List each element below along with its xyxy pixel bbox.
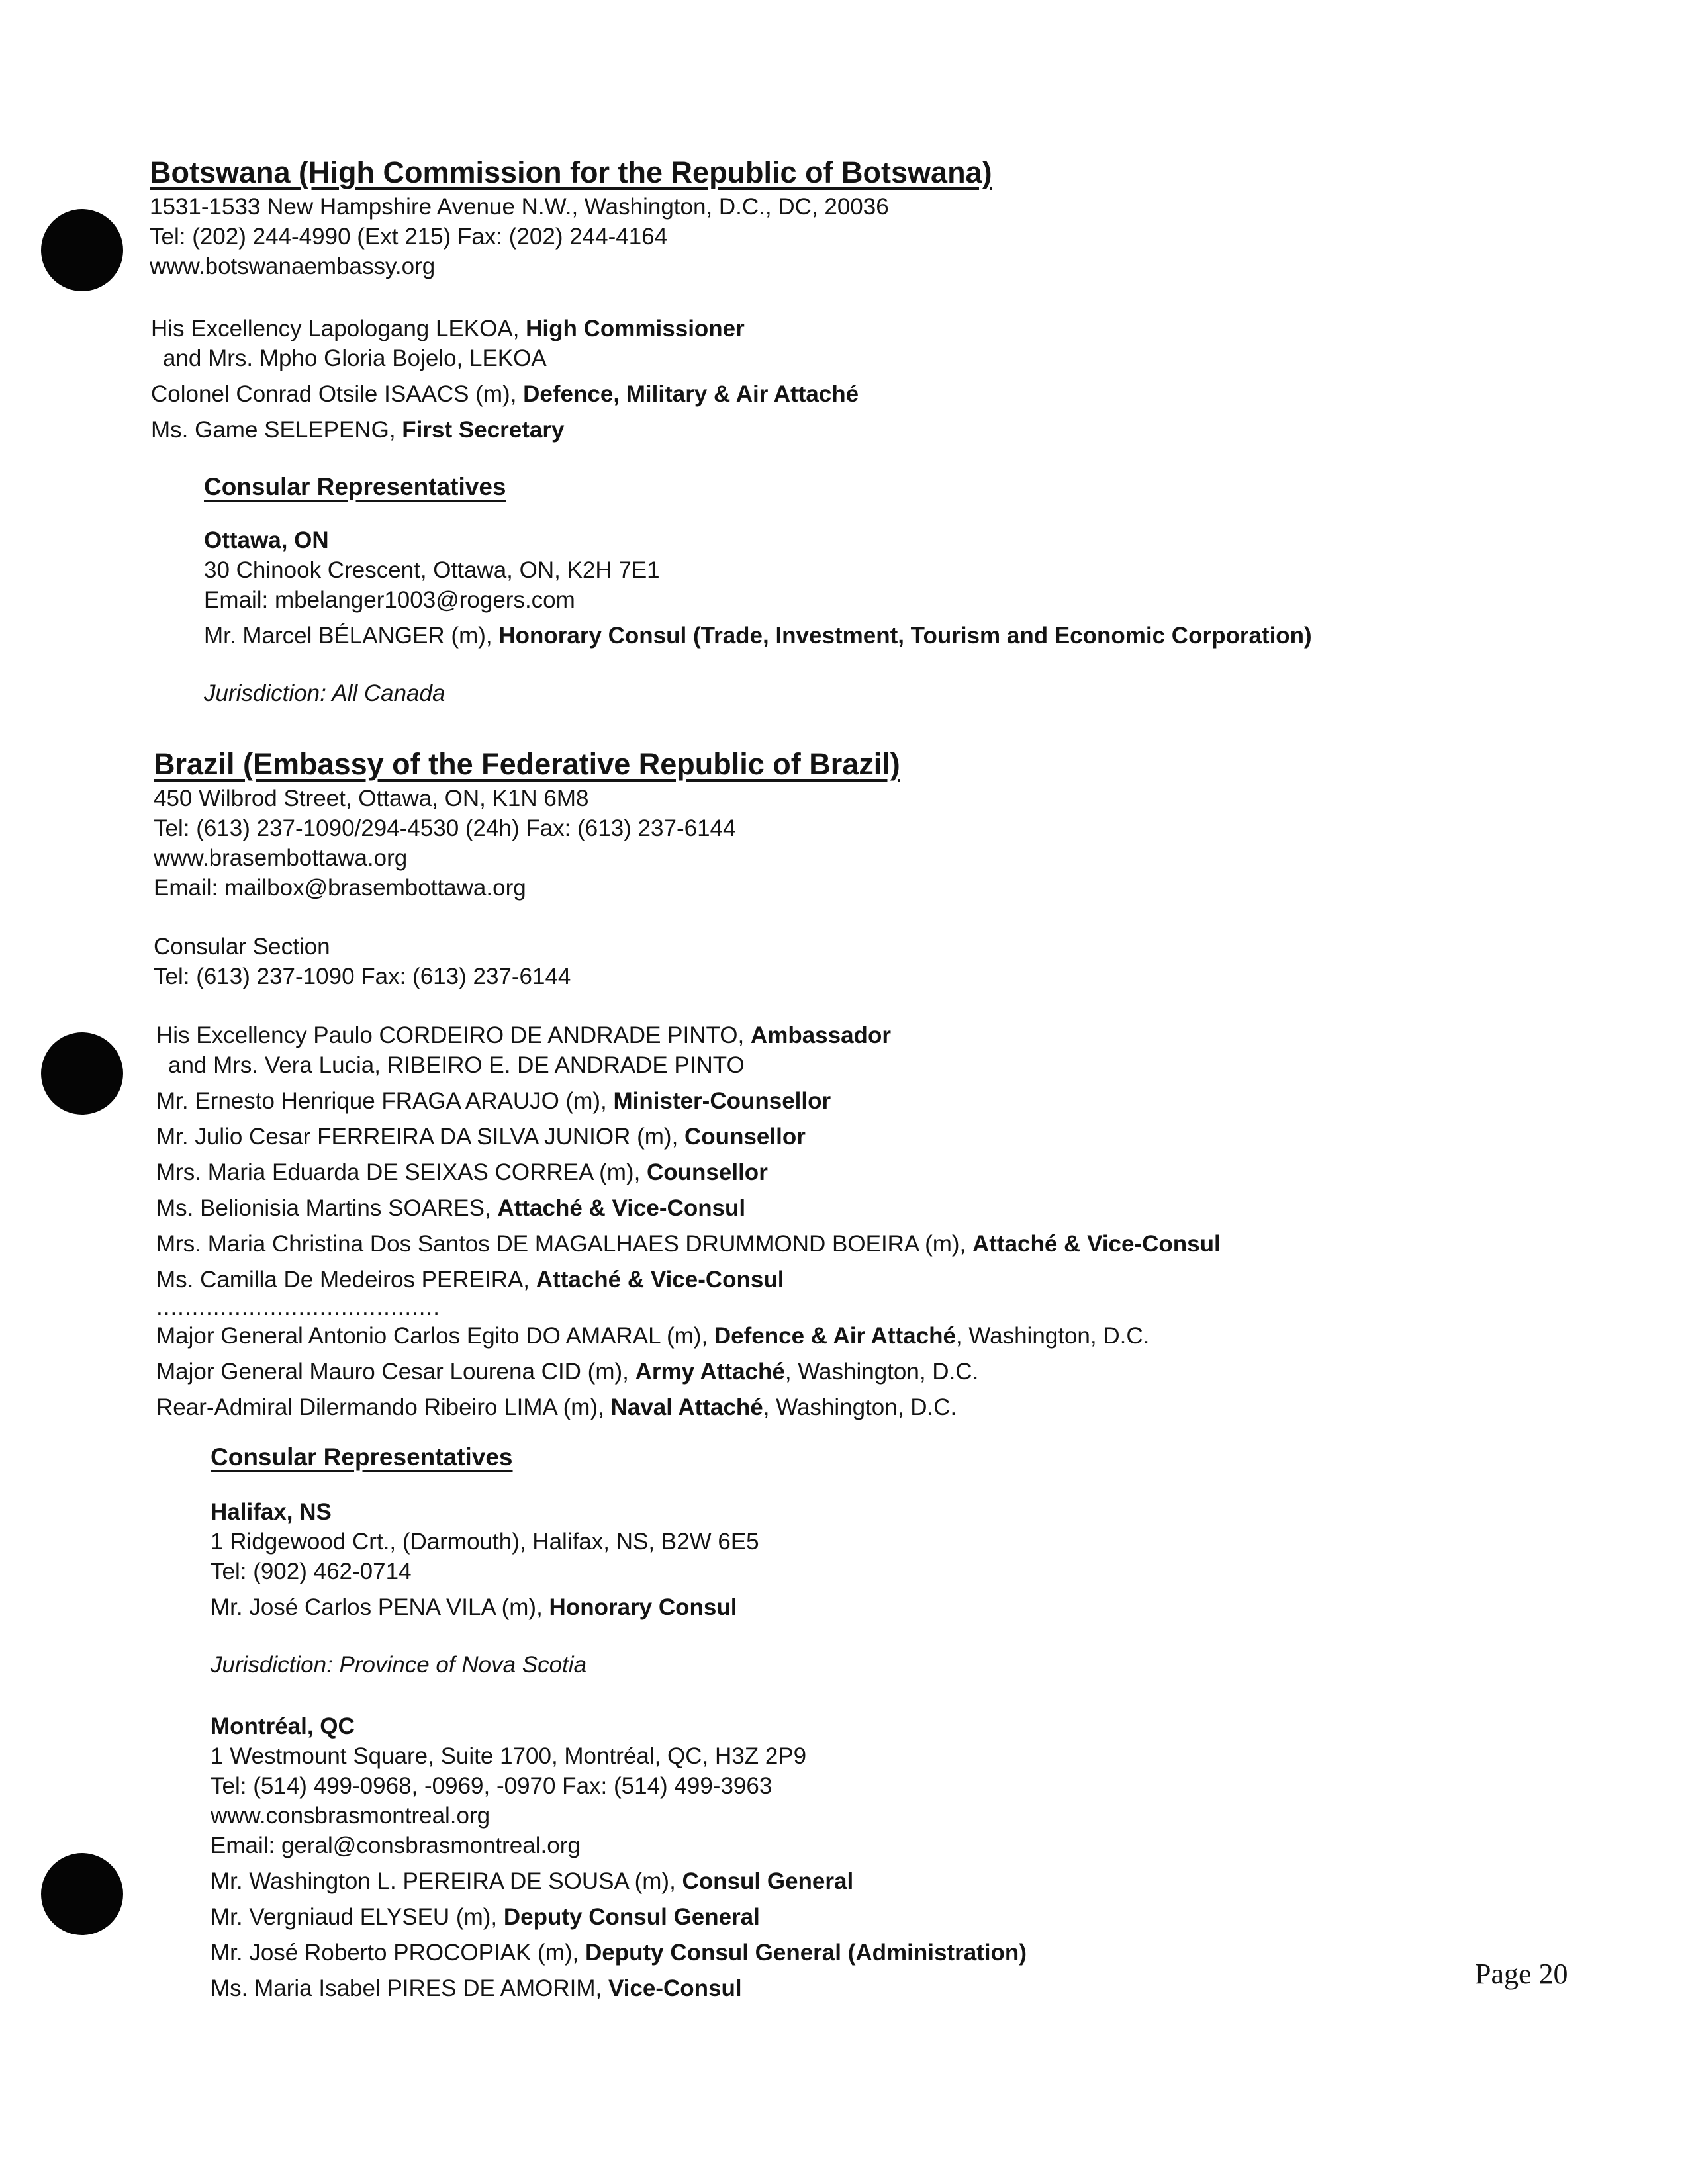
- staff-line: Ms. Camilla De Medeiros PEREIRA, Attaché & Vice-Consul: [156, 1267, 784, 1293]
- attache-line: Major General Mauro Cesar Lourena CID (m), Army Attaché, Washington, D.C.: [156, 1359, 979, 1385]
- brazil-consular: [211, 1441, 1027, 2003]
- attache-line: Major General Antonio Carlos Egito DO AMARAL (m), Defence & Air Attaché, Washington, D.C.: [156, 1323, 1150, 1349]
- attache-line: Rear-Admiral Dilermando Ribeiro LIMA (m), Naval Attaché, Washington, D.C.: [156, 1394, 957, 1420]
- staff-line: Ms. Game SELEPENG, First Secretary: [151, 417, 565, 443]
- montreal-tel: Tel: (514) 499-0968, -0969, -0970 Fax: (514) 499-3963: [211, 1773, 773, 1799]
- staff-line: Colonel Conrad Otsile ISAACS (m), Defence, Military & Air Attaché: [151, 381, 859, 407]
- botswana-address: 1531-1533 New Hampshire Avenue N.W., Washington, D.C., DC, 20036: [150, 194, 889, 220]
- jurisdiction: Jurisdiction: Province of Nova Scotia: [211, 1652, 587, 1678]
- brazil-address: 450 Wilbrod Street, Ottawa, ON, K1N 6M8: [154, 786, 589, 811]
- staff-line: Mr. José Roberto PROCOPIAK (m), Deputy Consul General (Administration): [211, 1940, 1027, 1966]
- staff-line: Mrs. Maria Christina Dos Santos DE MAGALHAES DRUMMOND BOEIRA (m), Attaché & Vice-Consul: [156, 1231, 1221, 1257]
- punch-hole-bottom: [41, 1853, 123, 1935]
- botswana-heading: Botswana (High Commission for the Republic of Botswana): [150, 156, 992, 189]
- consulate-city: Ottawa, ON: [204, 527, 329, 553]
- montreal-email[interactable]: Email: geral@consbrasmontreal.org: [211, 1833, 581, 1858]
- consul-line: Mr. Marcel BÉLANGER (m), Honorary Consul (Trade, Investment, Tourism and Economic Corporation): [204, 623, 1312, 649]
- botswana-section: [150, 154, 992, 281]
- staff-line: Mr. Washington L. PEREIRA DE SOUSA (m), Consul General: [211, 1868, 854, 1894]
- brazil-heading: Brazil (Embassy of the Federative Republic of Brazil): [154, 747, 900, 781]
- staff-line: and Mrs. Vera Lucia, RIBEIRO E. DE ANDRADE PINTO: [168, 1052, 745, 1078]
- consular-section-label: Consular Section: [154, 934, 330, 960]
- jurisdiction: Jurisdiction: All Canada: [204, 680, 445, 706]
- brazil-web[interactable]: www.brasembottawa.org: [154, 845, 408, 871]
- halifax-tel: Tel: (902) 462-0714: [211, 1559, 412, 1584]
- staff-line: Mrs. Maria Eduarda DE SEIXAS CORREA (m), Counsellor: [156, 1160, 768, 1185]
- botswana-staff: [151, 314, 859, 445]
- staff-line: Mr. Julio Cesar FERREIRA DA SILVA JUNIOR (m), Counsellor: [156, 1124, 806, 1150]
- page-number: Page 20: [1475, 1958, 1568, 1990]
- brazil-section: [154, 745, 900, 991]
- staff-line: and Mrs. Mpho Gloria Bojelo, LEKOA: [163, 345, 547, 371]
- botswana-consular: [204, 471, 1312, 708]
- brazil-tel: Tel: (613) 237-1090/294-4530 (24h) Fax: (613) 237-6144: [154, 815, 736, 841]
- montreal-city: Montréal, QC: [211, 1713, 355, 1739]
- brazil-email[interactable]: Email: mailbox@brasembottawa.org: [154, 875, 526, 901]
- consul-line: Mr. José Carlos PENA VILA (m), Honorary Consul: [211, 1594, 737, 1620]
- staff-line: Ms. Maria Isabel PIRES DE AMORIM, Vice-Consul: [211, 1976, 742, 2001]
- consular-heading: Consular Representatives: [204, 473, 506, 500]
- punch-hole-middle: [41, 1032, 123, 1115]
- staff-line: His Excellency Paulo CORDEIRO DE ANDRADE PINTO, Ambassador: [156, 1023, 891, 1048]
- botswana-web[interactable]: www.botswanaembassy.org: [150, 253, 436, 279]
- staff-line: Ms. Belionisia Martins SOARES, Attaché & Vice-Consul: [156, 1195, 746, 1221]
- staff-line: His Excellency Lapologang LEKOA, High Commissioner: [151, 316, 745, 341]
- consular-heading: Consular Representatives: [211, 1443, 513, 1471]
- consulate-email[interactable]: Email: mbelanger1003@rogers.com: [204, 587, 575, 613]
- montreal-web[interactable]: www.consbrasmontreal.org: [211, 1803, 491, 1829]
- punch-hole-top: [41, 209, 123, 291]
- consulate-address: 30 Chinook Crescent, Ottawa, ON, K2H 7E1: [204, 557, 660, 583]
- staff-line: Mr. Ernesto Henrique FRAGA ARAUJO (m), Minister-Counsellor: [156, 1088, 831, 1114]
- botswana-tel: Tel: (202) 244-4990 (Ext 215) Fax: (202) 244-4164: [150, 224, 668, 250]
- consular-section-tel: Tel: (613) 237-1090 Fax: (613) 237-6144: [154, 964, 571, 989]
- staff-line: Mr. Vergniaud ELYSEU (m), Deputy Consul General: [211, 1904, 760, 1930]
- halifax-address: 1 Ridgewood Crt., (Darmouth), Halifax, NS, B2W 6E5: [211, 1529, 759, 1555]
- separator-dots: ........................................: [156, 1295, 440, 1320]
- halifax-city: Halifax, NS: [211, 1499, 332, 1525]
- montreal-address: 1 Westmount Square, Suite 1700, Montréal, QC, H3Z 2P9: [211, 1743, 807, 1769]
- brazil-staff: [156, 1021, 1221, 1422]
